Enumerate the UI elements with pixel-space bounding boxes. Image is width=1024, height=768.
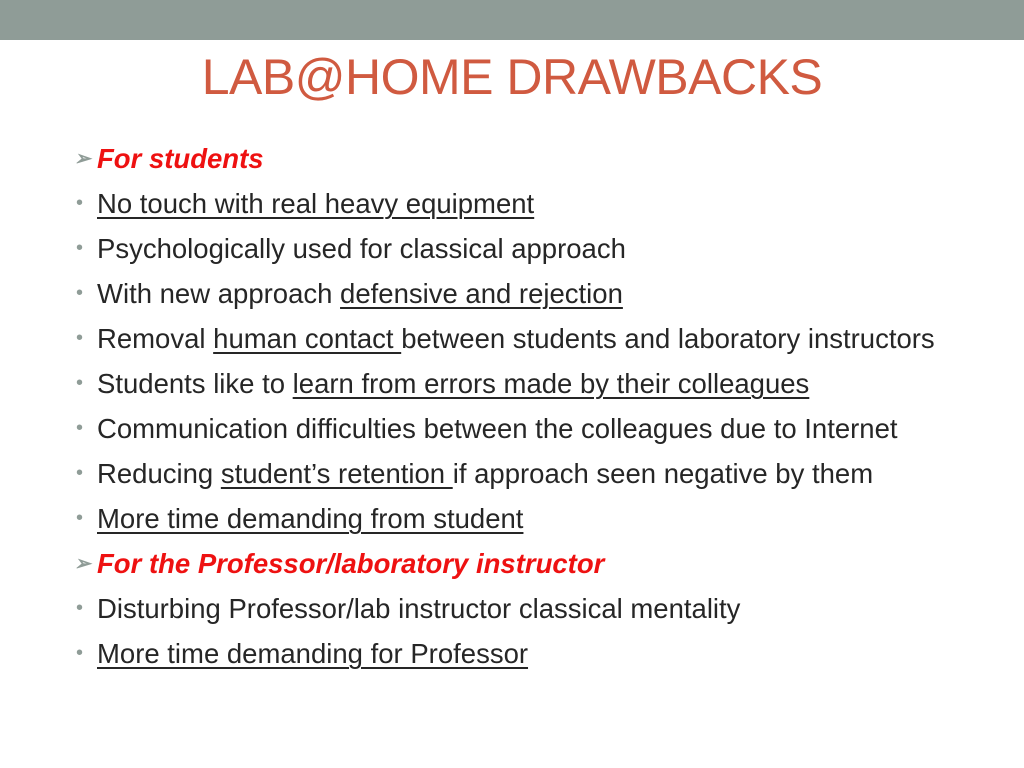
- item-text: student’s retention: [220, 458, 453, 489]
- dot-bullet-icon: •: [76, 192, 84, 214]
- section-heading: [74, 545, 1004, 582]
- item-text: learn from errors made by their colleagues: [292, 368, 810, 399]
- item-text: With new approach: [97, 278, 341, 309]
- item-text: between students and laboratory instructors: [401, 323, 935, 354]
- dot-bullet-icon: •: [76, 462, 84, 484]
- item-text: Disturbing Professor/lab instructor classical mentality: [97, 593, 741, 624]
- dot-bullet-icon: •: [76, 417, 84, 439]
- item-text: defensive and rejection: [340, 278, 623, 309]
- list-item: [74, 230, 1004, 267]
- arrowhead-bullet-icon: ➢: [74, 148, 91, 170]
- item-text: For students: [97, 143, 264, 174]
- item-text: For the Professor/laboratory instructor: [97, 548, 605, 579]
- dot-bullet-icon: •: [76, 597, 84, 619]
- dot-bullet-icon: •: [76, 237, 84, 259]
- item-text: No touch with real heavy equipment: [97, 188, 535, 219]
- list-item: [74, 275, 1004, 312]
- item-text: More time demanding for Professor: [97, 638, 529, 669]
- list-item: [74, 455, 1004, 492]
- dot-bullet-icon: •: [76, 507, 84, 529]
- list-item: [74, 185, 1004, 222]
- list-item: [74, 365, 1004, 402]
- bullet-list: [74, 140, 1004, 680]
- item-text: More time demanding from student: [97, 503, 524, 534]
- item-text: Removal: [97, 323, 214, 354]
- top-bar: [0, 0, 1024, 40]
- dot-bullet-icon: •: [76, 282, 84, 304]
- list-item: [74, 410, 1004, 447]
- section-heading: [74, 140, 1004, 177]
- dot-bullet-icon: •: [76, 642, 84, 664]
- arrowhead-bullet-icon: ➢: [74, 553, 91, 575]
- item-text: Students like to: [97, 368, 293, 399]
- item-text: Psychologically used for classical approach: [97, 233, 626, 264]
- item-text: Reducing: [97, 458, 221, 489]
- list-item: [74, 320, 1004, 357]
- item-text: Communication difficulties between the colleagues due to Internet: [97, 413, 898, 444]
- item-text: if approach seen negative by them: [452, 458, 874, 489]
- list-item: [74, 590, 1004, 627]
- dot-bullet-icon: •: [76, 327, 84, 349]
- item-text: human contact: [213, 323, 402, 354]
- list-item: [74, 635, 1004, 672]
- list-item: [74, 500, 1004, 537]
- slide-title: LAB@HOME DRAWBACKS: [201, 49, 823, 105]
- dot-bullet-icon: •: [76, 372, 84, 394]
